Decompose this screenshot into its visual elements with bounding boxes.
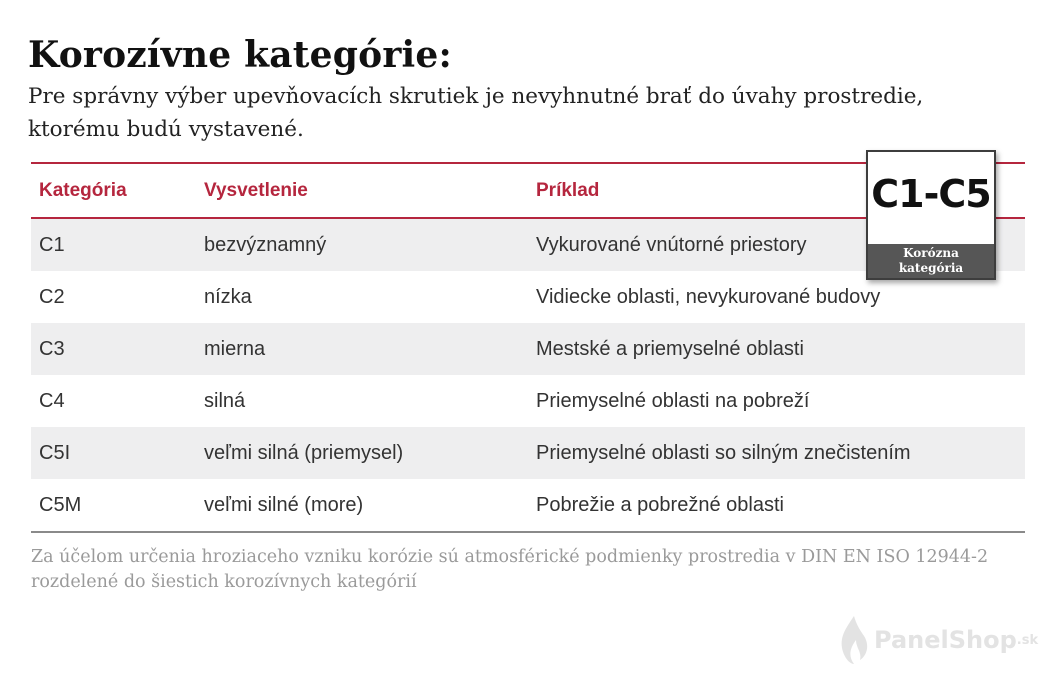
corrosion-category-badge <box>866 150 996 280</box>
cell-category: C5I <box>39 441 71 464</box>
table-row <box>31 375 1025 427</box>
badge-caption <box>868 244 994 278</box>
cell-example: Vykurované vnútorné priestory <box>536 233 807 256</box>
cell-example: Vidiecke oblasti, nevykurované budovy <box>536 285 881 308</box>
cell-example: Mestské a priemyselné oblasti <box>536 337 804 360</box>
table-bottom-rule <box>31 531 1025 533</box>
logo-tld: .sk <box>1016 632 1039 648</box>
cell-example: Priemyselné oblasti so silným znečistením <box>536 441 911 464</box>
column-header-explanation: Vysvetlenie <box>204 179 308 201</box>
table-row <box>31 479 1025 531</box>
cell-category: C1 <box>39 233 65 256</box>
logo-wordmark: PanelShop <box>874 626 1017 654</box>
footnote: Za účelom určenia hroziaceho vzniku korózie sú atmosférické podmienky prostredia v DIN EN ISO 12944-2 rozdelené do šiestich korozívnych kategórií <box>31 547 989 592</box>
cell-explanation: veľmi silná (priemysel) <box>204 441 404 464</box>
cell-explanation: mierna <box>204 337 266 360</box>
table-row <box>31 427 1025 479</box>
cell-explanation: veľmi silné (more) <box>204 493 364 516</box>
column-header-category: Kategória <box>39 179 127 201</box>
column-header-example: Príklad <box>536 179 600 201</box>
cell-example: Pobrežie a pobrežné oblasti <box>536 493 784 516</box>
cell-explanation: bezvýznamný <box>204 233 327 256</box>
badge-caption-line1: Korózna <box>903 246 959 260</box>
cell-explanation: silná <box>204 389 246 412</box>
cell-explanation: nízka <box>204 285 252 308</box>
page-title: Korozívne kategórie: <box>28 34 452 76</box>
cell-category: C5M <box>39 493 82 516</box>
cell-category: C3 <box>39 337 65 360</box>
cell-category: C2 <box>39 285 65 308</box>
flame-icon <box>836 614 872 666</box>
badge-caption-line2: kategória <box>898 261 964 275</box>
cell-example: Priemyselné oblasti na pobreží <box>536 389 810 412</box>
table-row <box>31 323 1025 375</box>
cell-category: C4 <box>39 389 65 412</box>
panelshop-logo <box>836 614 1038 666</box>
badge-label: C1-C5 <box>871 172 991 216</box>
page-subtitle: Pre správny výber upevňovacích skrutiek je nevyhnutné brať do úvahy prostredie, ktorému budú vystavené. <box>28 84 924 142</box>
